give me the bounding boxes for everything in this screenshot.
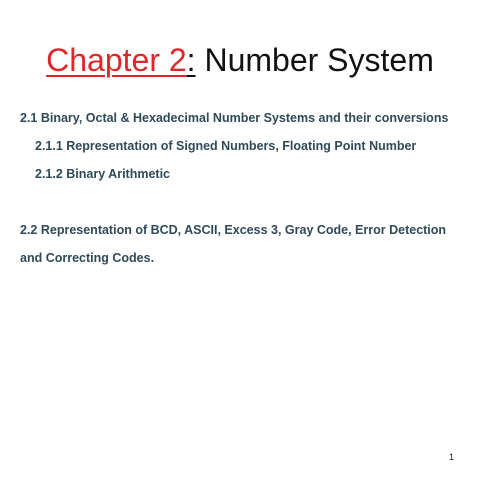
subtopic-2-1-2: 2.1.2 Binary Arithmetic (35, 167, 171, 181)
topic-2-1: 2.1 Binary, Octal & Hexadecimal Number Systems and their conversions (20, 111, 449, 125)
page-number: 1 (448, 452, 454, 462)
subtopic-2-1-1: 2.1.1 Representation of Signed Numbers, Floating Point Number (35, 139, 417, 153)
title-separator: : (186, 42, 196, 78)
title-chapter-label: Chapter 2 (46, 42, 187, 78)
title-topic: Number System (195, 42, 434, 78)
topic-2-2-line-2: and Correcting Codes. (20, 251, 155, 265)
topic-2-2-line-1: 2.2 Representation of BCD, ASCII, Excess 3, Gray Code, Error Detection (20, 223, 447, 237)
slide-title (0, 40, 480, 80)
